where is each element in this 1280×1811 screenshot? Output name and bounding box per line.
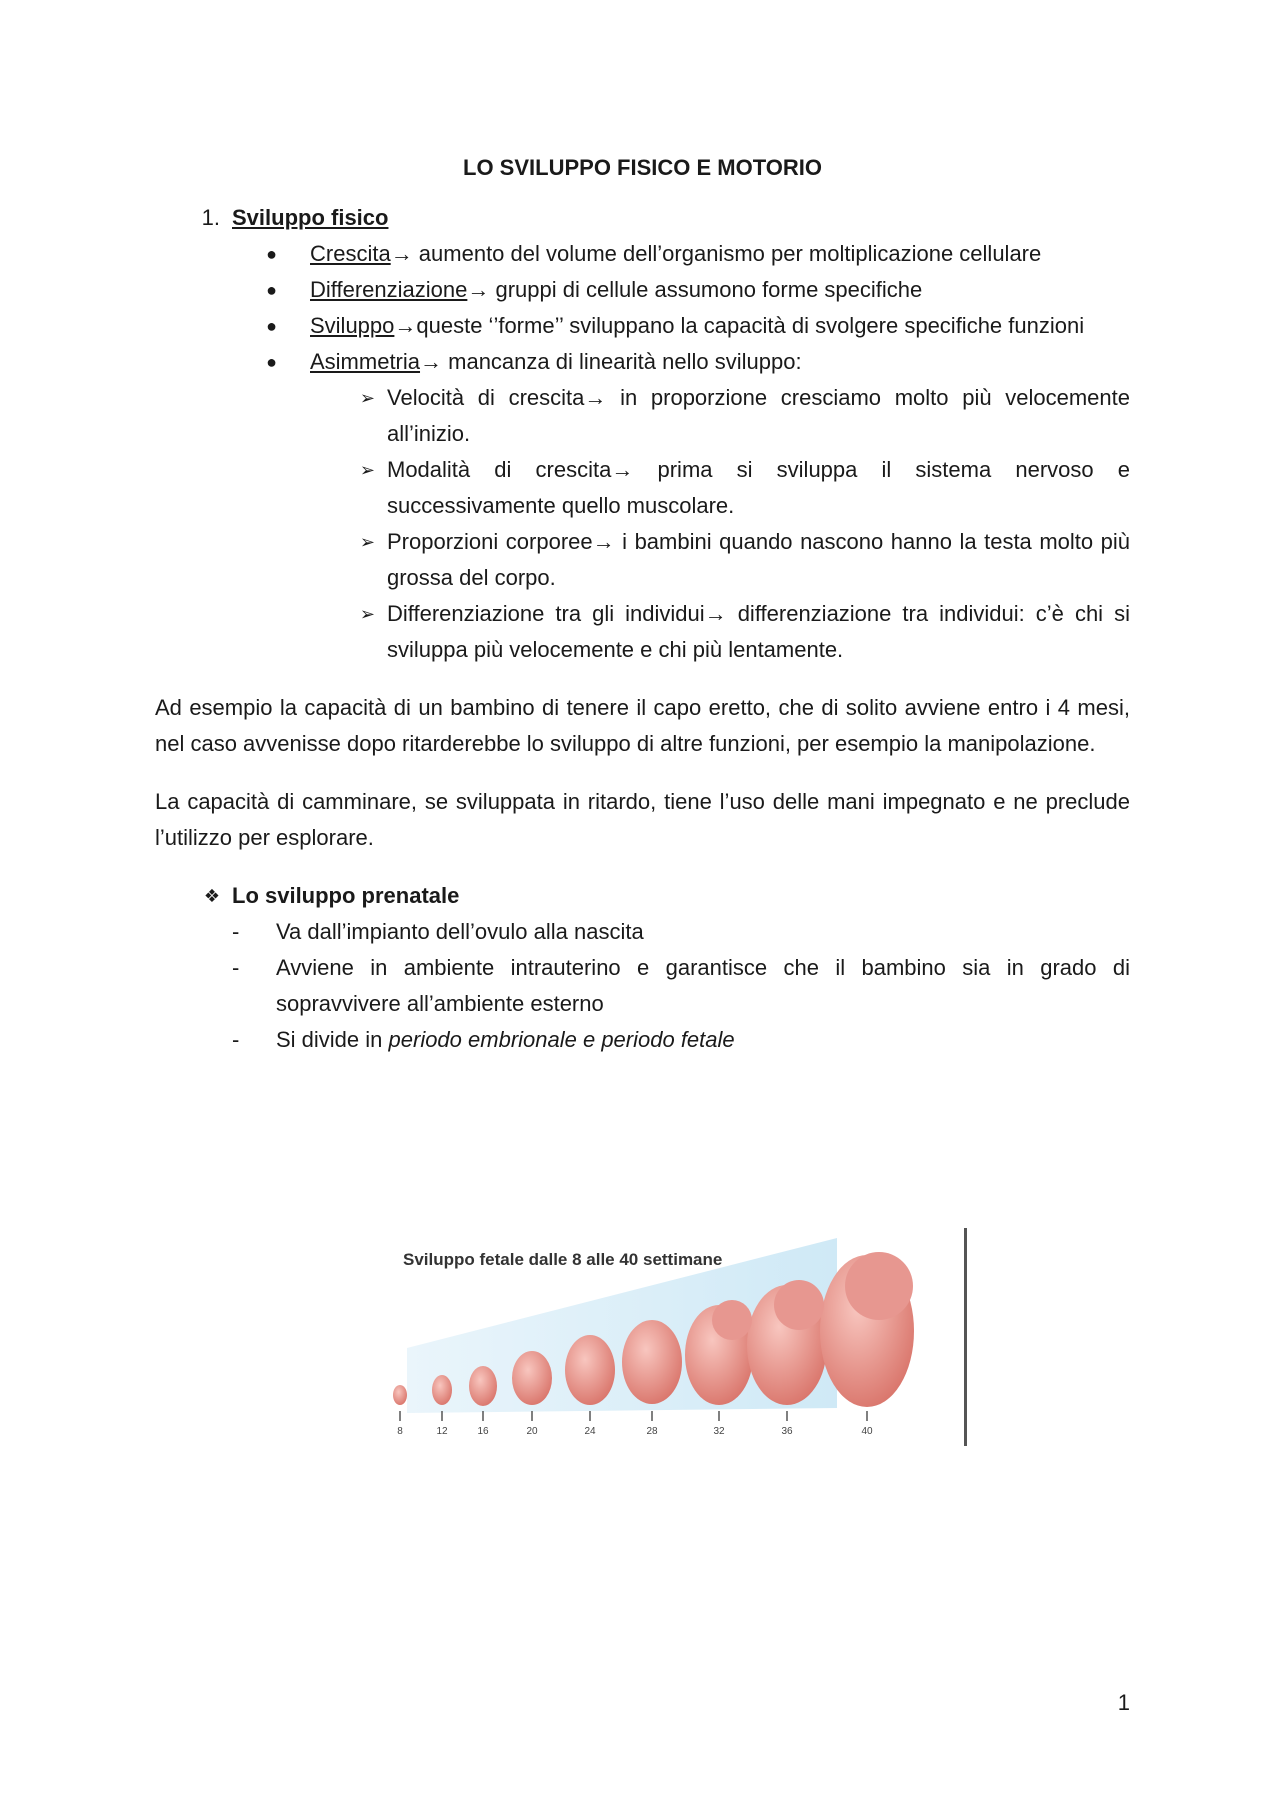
week-label: 28 [646, 1426, 658, 1437]
fetal-development-figure [367, 1228, 967, 1446]
paragraph: Ad esempio la capacità di un bambino di tenere il capo eretto, che di solito avviene entro i 4 mesi, nel caso avvenisse dopo ritarderebbe lo sviluppo di altre funzioni, per esempio la manipolazione. [155, 695, 1130, 756]
bullet-icon: ● [266, 316, 277, 336]
diamond-bullet-icon: ❖ [203, 886, 220, 906]
dash-list-item: - Si divide in periodo embrionale e periodo fetale [155, 1022, 1130, 1058]
dash-list-item: - Avviene in ambiente intrauterino e garantisce che il bambino sia in grado di sopravvivere all’ambiente esterno [155, 950, 1130, 1022]
fetus-8 [393, 1385, 407, 1405]
arrowhead-bullet-icon: ➢ [359, 388, 375, 408]
arrowhead-bullet-icon: ➢ [359, 532, 375, 552]
week-label: 32 [713, 1426, 725, 1437]
dash-icon: - [232, 919, 240, 944]
arrow-icon: → [394, 313, 417, 338]
week-label: 8 [397, 1426, 403, 1437]
document-page [155, 150, 1130, 1058]
list-item: ● Crescita→ aumento del volume dell’organismo per moltiplicazione cellulare [155, 236, 1130, 272]
dash-icon: - [232, 955, 240, 980]
fetus-28 [622, 1320, 682, 1404]
section-heading [155, 200, 1130, 236]
list-item: ● Asimmetria→ mancanza di linearità nello sviluppo: [155, 344, 1130, 380]
section-number: 1. [201, 205, 220, 230]
dash-list-item: - Va dall’impianto dell’ovulo alla nascita [155, 914, 1130, 950]
arrow-icon: → [420, 349, 443, 374]
arrow-icon: → [611, 457, 634, 482]
list-item: ● Sviluppo→queste ‘’forme’’ sviluppano la capacità di svolgere specifiche funzioni [155, 308, 1130, 344]
fetus-figures [393, 1252, 914, 1407]
week-label: 24 [584, 1426, 596, 1437]
arrowhead-bullet-icon: ➢ [359, 604, 375, 624]
subsection-heading [155, 878, 1130, 914]
page-title: LO SVILUPPO FISICO E MOTORIO [463, 155, 822, 180]
figure-border [964, 1228, 967, 1446]
fetus-head-40 [845, 1252, 913, 1320]
paragraph: La capacità di camminare, se sviluppata in ritardo, tiene l’uso delle mani impegnato e ne preclude l’utilizzo per esplorare. [155, 789, 1130, 850]
fetus-20 [512, 1351, 552, 1405]
arrow-icon: → [584, 385, 607, 410]
bullet-icon: ● [266, 280, 277, 300]
fetus-head-36 [774, 1280, 824, 1330]
week-label: 20 [526, 1426, 538, 1437]
arrow-icon: → [704, 601, 727, 626]
sub-list-item: ➢ Velocità di crescita→ in proporzione cresciamo molto più velocemente all’inizio. [155, 380, 1130, 452]
section-title: Sviluppo fisico [232, 205, 389, 230]
week-label: 36 [781, 1426, 793, 1437]
fetus-24 [565, 1335, 615, 1405]
week-label: 12 [436, 1426, 448, 1437]
page-number: 1 [1117, 1690, 1130, 1715]
week-label: 40 [861, 1426, 873, 1437]
sub-list-item: ➢ Modalità di crescita→ prima si sviluppa il sistema nervoso e successivamente quello muscolare. [155, 452, 1130, 524]
bullet-icon: ● [266, 352, 277, 372]
arrow-icon: → [390, 241, 413, 266]
fetus-12 [432, 1375, 452, 1405]
bullet-icon: ● [266, 244, 277, 264]
dash-icon: - [232, 1027, 240, 1052]
fetus-head-32 [712, 1300, 752, 1340]
arrow-icon: → [592, 529, 615, 554]
arrow-icon: → [467, 277, 490, 302]
sub-list-item: ➢ Differenziazione tra gli individui→ differenziazione tra individui: c’è chi si sviluppa più velocemente e chi più lentamente. [155, 596, 1130, 668]
week-axis [400, 1411, 867, 1421]
week-label: 16 [477, 1426, 489, 1437]
arrowhead-bullet-icon: ➢ [359, 460, 375, 480]
list-item: ● Differenziazione→ gruppi di cellule assumono forme specifiche [155, 272, 1130, 308]
figure-title: Sviluppo fetale dalle 8 alle 40 settimane [403, 1250, 723, 1269]
fetus-16 [469, 1366, 497, 1406]
sub-list-item: ➢ Proporzioni corporee→ i bambini quando nascono hanno la testa molto più grossa del corpo. [155, 524, 1130, 596]
subsection-title: Lo sviluppo prenatale [232, 883, 460, 908]
